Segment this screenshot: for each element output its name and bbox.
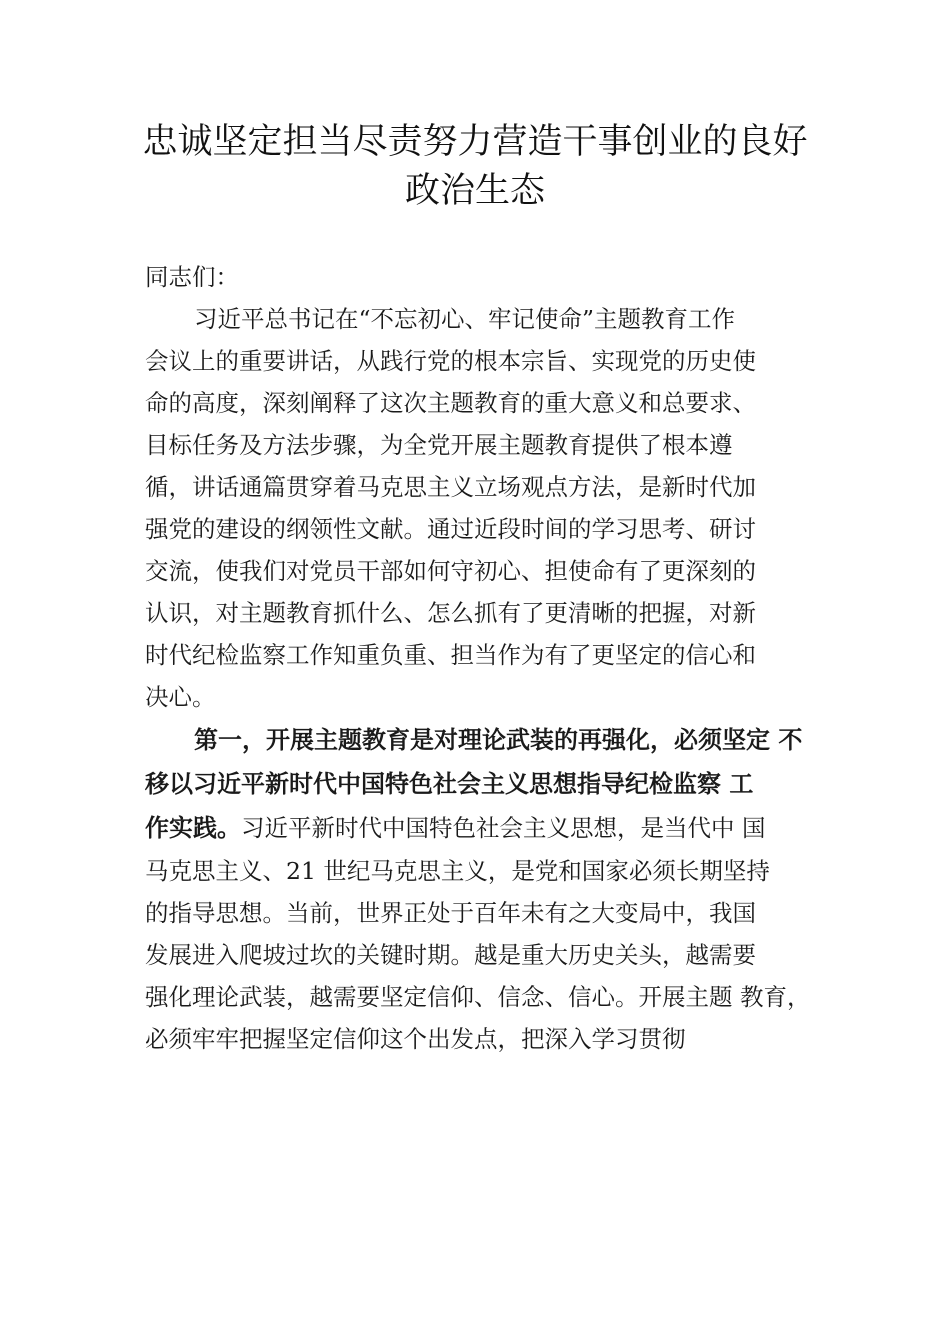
paragraph-line: 时代纪检监察工作知重负重、担当作为有了更坚定的信心和 <box>145 641 756 669</box>
paragraph-line <box>145 806 825 850</box>
paragraph-line <box>145 718 825 762</box>
paragraph-line: 强化理论武装，越需要坚定信仰、信念、信心。开展主题 教育， <box>145 983 811 1011</box>
paragraph-line: 循，讲话通篇贯穿着马克思主义立场观点方法，是新时代加 <box>145 473 756 501</box>
paragraph-line: 命的高度，深刻阐释了这次主题教育的重大意义和总要求、 <box>145 389 756 417</box>
paragraph-line: 马克思主义、21 世纪马克思主义，是党和国家必须长期坚持 <box>145 857 770 885</box>
paragraph-line: 交流，使我们对党员干部如何守初心、担使命有了更深刻的 <box>145 557 756 585</box>
paragraph-line: 习近平总书记在“不忘初心、牢记使命”主题教育工作 <box>194 305 736 333</box>
paragraph-line: 会议上的重要讲话，从践行党的根本宗旨、实现党的历史使 <box>145 347 756 375</box>
paragraph-line: 决心。 <box>145 683 216 711</box>
bold-heading-text: 作实践。 <box>145 814 241 842</box>
paragraph-text: 习近平新时代中国特色社会主义思想，是当代中 国 <box>241 814 766 842</box>
title-line-1: 忠诚坚定担当尽责努力营造干事创业的良好 <box>142 122 808 162</box>
paragraph-line: 的指导思想。当前，世界正处于百年未有之大变局中，我国 <box>145 899 756 927</box>
document-title <box>120 118 830 216</box>
paragraph-line: 目标任务及方法步骤，为全党开展主题教育提供了根本遵 <box>145 431 733 459</box>
paragraph-line <box>145 762 825 806</box>
bold-heading-text: 第一，开展主题教育是对理论武装的再强化，必须坚定 不 <box>194 726 803 754</box>
document-body <box>145 256 825 1060</box>
bold-heading-text: 移以习近平新时代中国特色社会主义思想指导纪检监察 工 <box>145 770 754 798</box>
paragraph-line: 必须牢牢把握坚定信仰这个出发点，把深入学习贯彻 <box>145 1025 686 1053</box>
paragraph-line: 发展进入爬坡过坎的关键时期。越是重大历史关头，越需要 <box>145 941 756 969</box>
paragraph-line: 认识，对主题教育抓什么、怎么抓有了更清晰的把握，对新 <box>145 599 756 627</box>
title-line-2: 政治生态 <box>404 171 545 211</box>
salutation: 同志们： <box>145 263 239 291</box>
paragraph-line: 强党的建设的纲领性文献。通过近段时间的学习思考、研讨 <box>145 515 756 543</box>
